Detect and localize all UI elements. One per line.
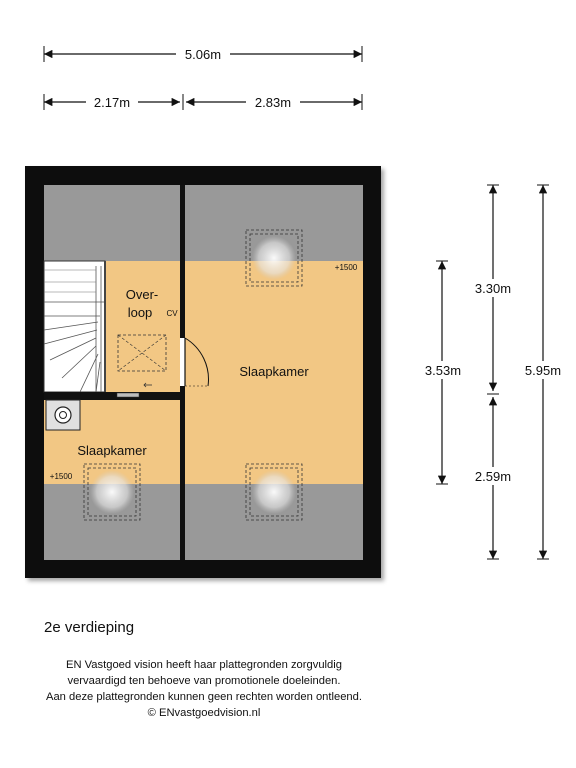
disclaimer [0,657,408,721]
slaapkamer-small-label: Slaapkamer [77,443,147,458]
floor-title: 2e verdieping [44,619,135,636]
height-mark-main: +1500 [334,263,358,272]
disclaimer-line-1: EN Vastgoed vision heeft haar plattegronden zorgvuldig [66,659,342,671]
height-mark-small: +1500 [49,472,73,481]
overloop-floor [105,261,180,392]
skylight-top-right [246,230,302,286]
skylight-bottom-right [246,464,302,520]
building [25,166,381,578]
disclaimer-line-3: Aan deze plattegronden kunnen geen rechten worden ontleend. [46,691,362,703]
cv-label: CV [166,309,178,318]
staircase [44,261,105,392]
overloop-label-line1: Over- [125,287,159,302]
stair-side-wall [104,261,106,392]
skylight-bottom-left [84,464,140,520]
right-width-label: 2.83m [254,95,292,110]
disclaimer-line-4: © ENvastgoedvision.nl [147,707,261,719]
overloop-label-line2: loop [127,305,153,320]
depth-inner-label: 3.53m [424,363,462,378]
total-width-label: 5.06m [184,47,222,62]
top-dimensions [44,44,362,110]
depth-lower-label: 2.59m [474,469,512,484]
left-width-label: 2.17m [93,95,131,110]
roof-slope-top-left [44,185,180,261]
depth-upper-label: 3.30m [474,281,512,296]
landing-wall [44,392,180,400]
depth-total-label: 5.95m [524,363,562,378]
washer-icon [46,400,80,430]
side-dimensions [420,185,566,559]
slaapkamer-main-label: Slaapkamer [239,364,309,379]
disclaimer-line-2: vervaardigd ten behoeve van promotionele doeleinden. [67,675,341,687]
